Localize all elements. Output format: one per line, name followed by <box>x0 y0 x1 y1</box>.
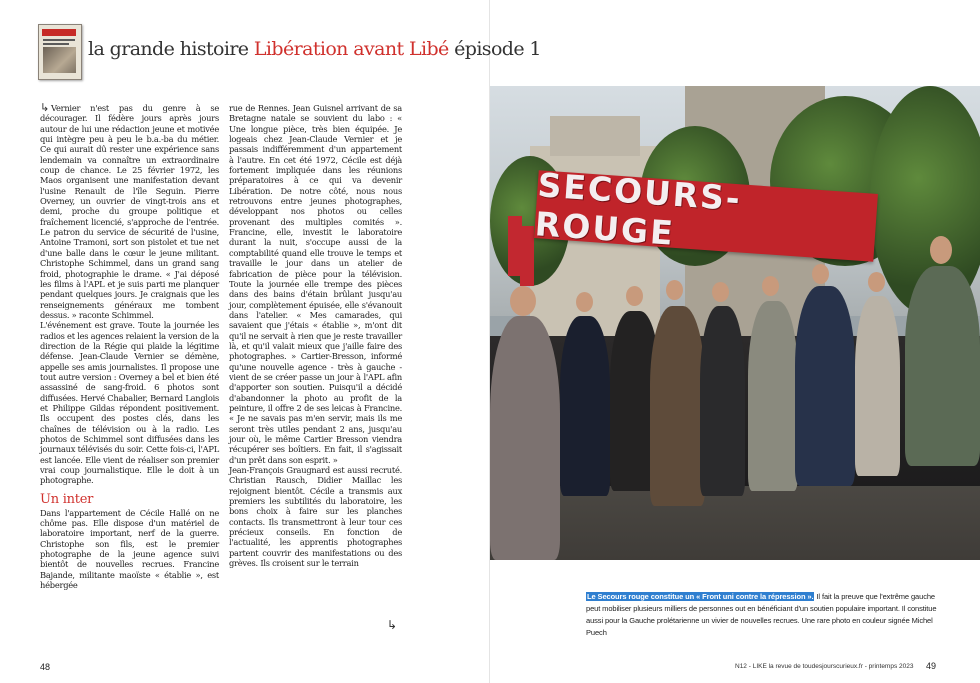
demonstration-photo <box>490 86 980 560</box>
caption-text: Il fait la preuve que l'extrême gauche peut mobiliser plusieurs milliers de personnes out en bénéficiant d'un soutien populaire important. Il constitue aussi pour la Gauche prolétarienne un vivier de nouvelles recrues. Une rare photo en couleur signée Michel Puech <box>586 592 937 637</box>
page-number-right: 49 <box>926 661 937 671</box>
text-column-1 <box>40 103 219 590</box>
header-series-name: Libération avant Libé <box>253 38 449 60</box>
hooked-arrow-icon: ↳ <box>40 101 49 114</box>
paragraph: ↳ Vernier n'est pas du genre à se décourager. Il fédère jours après jours autour de lui une rédaction jeune et motivée qui intègre peu à peu le b.a.-ba du métier. Ce qui aurait dû rester une expérience sans lendemain va connaître un extraordinaire coup de chance. Le 25 février 1972, les Maos organisent une manifestation devant l'usine Renault de l'île Seguin. Pierre Overney, un ouvrier de vingt-trois ans et demi, proche du groupe politique et fraîchement licencié, s'approche de l'entrée. Le patron du service de sécurité de l'usine, Antoine Tramoni, sort son pistolet et tue net d'une balle dans le cœur le jeune militant. Christophe Schimmel, dans un grand sang froid, photographie le drame. « J'ai déposé les films à l'APL et je suis parti me planquer pendant quelques jours. Je craignais que les renseignements généraux me tombent dessus. » raconte Schimmel. <box>40 101 219 320</box>
header-series: la grande histoire <box>88 38 249 60</box>
paragraph: L'événement est grave. Toute la journée les radios et les agences relaient la version de la direction de la Régie qui plaide la légitime défense. Jean-Claude Vernier se démène, appelle ses amis journalistes. Il propose une tout autre version : Overney a bel et bien été assassiné de sang-froid. 6 photos sont diffusées. Hervé Chabalier, Bernard Langlois et Philippe Gildas répondent positivement. Ils occupent des postes clés, dans les chaînes de télévision ou à la radio. Les photos de Schimmel sont diffusées dans les journaux télévisés du soir. Cette fois-ci, l'APL est lancée. Elle vient de réaliser son premier vrai coup journalistique. Elle le doit à un photographe. <box>40 320 219 486</box>
section-header <box>38 24 541 84</box>
photo-caption <box>586 591 942 639</box>
subheading: Un inter <box>40 491 94 507</box>
caption-highlight: Le Secours rouge constitue un « Front uni contre la répression ». <box>587 592 814 601</box>
header-episode: épisode 1 <box>454 38 541 60</box>
hooked-arrow-icon: ↳ <box>387 618 398 632</box>
paragraph: rue de Rennes. Jean Guisnel arrivant de sa Bretagne natale se souvient du labo : « Une longue pièce, très bien équipée. Je logeais chez Jean-Claude Vernier et je passais indifféremment d'un appartement à l'autre. En cet été 1972, Cécile est déjà fortement impliquée dans les réunions préparatoires à ce qui va devenir Libération. De notre côté, nous nous retrouvons entre jeunes photographes, développant nos photos ou celles provenant des multiples comités ». Francine, elle, investit le laboratoire durant la nuit, s'occupe aussi de la comptabilité quand elle trouve le temps et travaille le jour dans un atelier de fabrication de pièce pour la télévision. Toute la journée elle trempe des pièces dans des bains d'étain brûlant jusqu'au jour, complètement épuisée, elle s'évanouit dans l'atelier. « Mes camarades, qui savaient que j'étais « établie », m'ont dit qu'il ne servait à rien que je reste travailler là, et qu'il valait mieux que j'aille faire des photographes. » Cartier-Bresson, informé qu'une nouvelle agence - très à gauche - vient de se créer passe un jour à l'APL afin d'apporter son soutien. Puisqu'il a décidé d'abandonner la photo au profit de la peinture, il offre 2 de ses leicas à Francine. « Je ne savais pas m'en servir, mais ils me seront très utiles pendant 2 ans, jusqu'au jour où, le même Cartier Bresson viendra récupérer ses boîtiers. En fait, il s'agissait d'un prêt dans son esprit. » <box>229 103 402 465</box>
text-column-2 <box>229 103 402 568</box>
header-title <box>88 38 541 60</box>
paragraph: Jean-François Graugnard est aussi recruté. Christian Rausch, Didier Maillac les rejoignent bientôt. Cécile a transmis aux premiers les subtilités du laboratoire, les bons choix à faire sur les planches contacts. Ils transmettront à leur tour ces précieux conseils. En fonction de l'actualité, les apprentis photographes partent couvrir des manifestations ou des grèves. Ils croisent sur le terrain <box>229 465 402 569</box>
newspaper-thumbnail <box>38 24 82 80</box>
page-number-left: 48 <box>40 662 51 672</box>
banner-text: SECOURS-ROUGE <box>533 165 743 253</box>
paragraph: Dans l'appartement de Cécile Hallé on ne chôme pas. Elle dispose d'un matériel de laboratoire important, nerf de la guerre. Christophe son fils, est le premier photographe de la jeune agence suivi bientôt de nouvelles recrues. Francine Bajande, militante maoïste « établie », est hébergée <box>40 507 219 591</box>
publication-footer: N12 - LIKE la revue de toudesjourscurieux.fr - printemps 2023 <box>735 663 914 670</box>
